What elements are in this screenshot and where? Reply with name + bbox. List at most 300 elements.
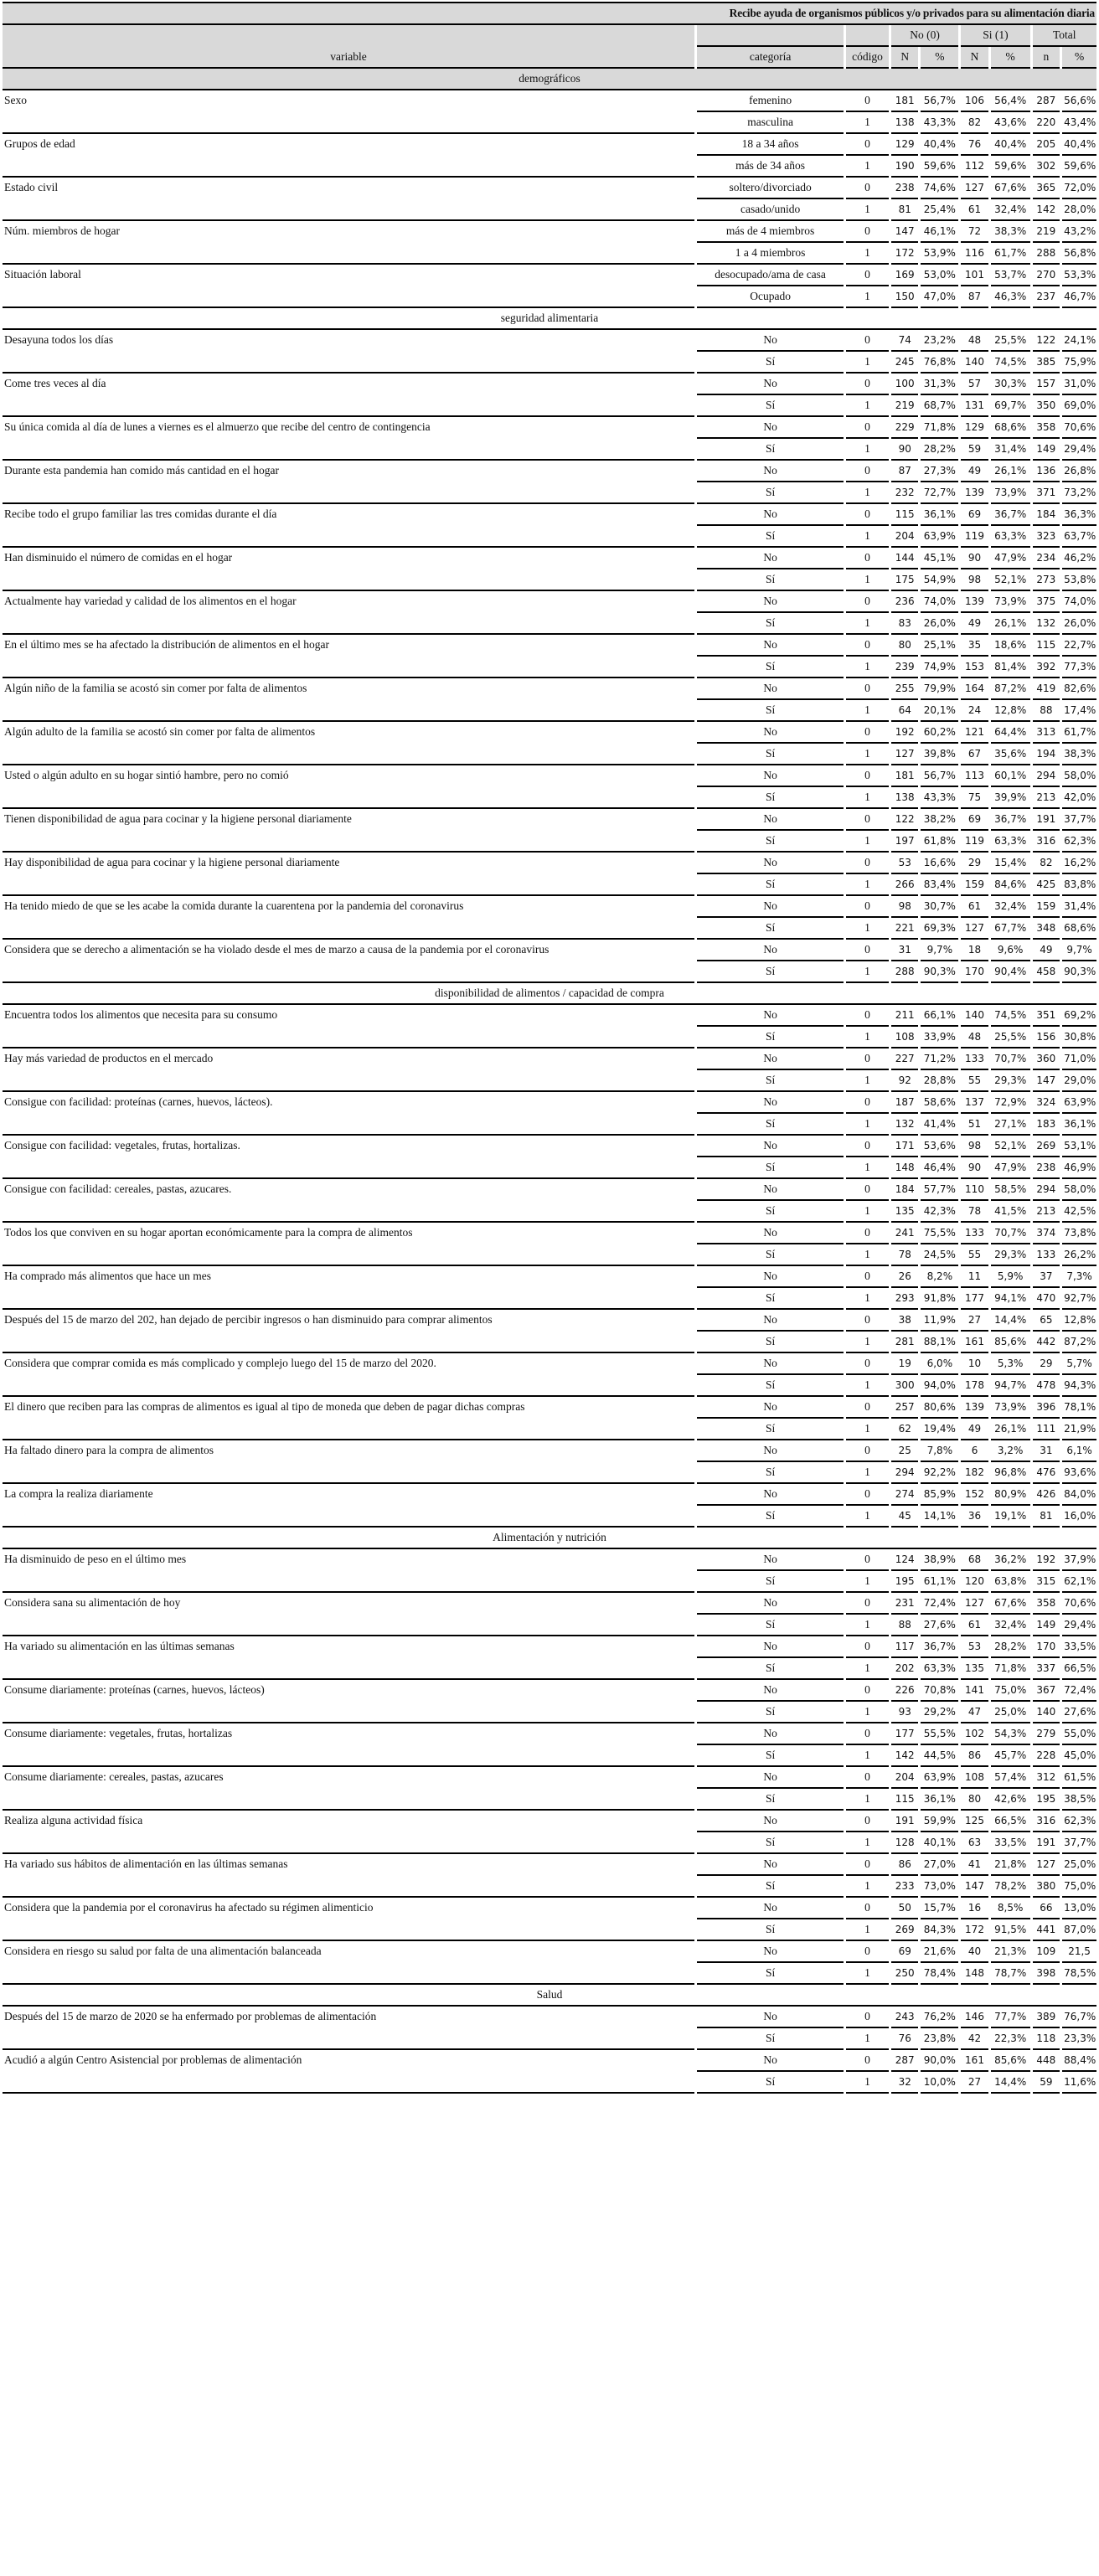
value-n-no: 226 [891, 1680, 919, 1702]
value-n-total: 88 [1033, 700, 1060, 722]
value-pct-si: 14,4% [991, 1310, 1030, 1332]
value-pct-no: 90,0% [921, 2050, 958, 2072]
value-n-no: 93 [891, 1702, 919, 1723]
variable-name: La compra la realiza diariamente [3, 1484, 694, 1528]
code: 1 [846, 1658, 889, 1680]
category: 1 a 4 miembros [697, 243, 844, 265]
value-n-total: 348 [1033, 918, 1060, 940]
table-row [3, 1593, 1096, 1615]
value-n-total: 398 [1033, 1963, 1060, 1985]
value-n-si: 98 [961, 1136, 988, 1157]
value-pct-no: 80,6% [921, 1397, 958, 1419]
value-pct-no: 90,3% [921, 961, 958, 983]
value-pct-no: 66,1% [921, 1005, 958, 1027]
value-pct-si: 52,1% [991, 569, 1030, 591]
value-pct-no: 41,4% [921, 1114, 958, 1136]
variable-name: Encuentra todos los alimentos que necesita para su consumo [3, 1005, 694, 1048]
value-pct-no: 79,9% [921, 678, 958, 700]
table-row [3, 1854, 1096, 1876]
value-n-total: 294 [1033, 765, 1060, 787]
value-n-total: 111 [1033, 1419, 1060, 1440]
value-pct-si: 40,4% [991, 134, 1030, 156]
value-pct-no: 72,4% [921, 1593, 958, 1615]
value-pct-no: 63,3% [921, 1658, 958, 1680]
value-n-total: 183 [1033, 1114, 1060, 1136]
code: 1 [846, 1571, 889, 1593]
value-pct-si: 47,9% [991, 548, 1030, 569]
value-pct-si: 52,1% [991, 1136, 1030, 1157]
value-n-total: 470 [1033, 1288, 1060, 1310]
value-pct-no: 47,0% [921, 286, 958, 308]
value-pct-no: 68,7% [921, 395, 958, 417]
value-n-total: 118 [1033, 2028, 1060, 2050]
column-header-n-total: n [1033, 47, 1060, 69]
category: Sí [697, 1114, 844, 1136]
value-n-no: 169 [891, 265, 919, 286]
category: No [697, 1854, 844, 1876]
value-pct-si: 66,5% [991, 1811, 1030, 1832]
value-n-si: 170 [961, 961, 988, 983]
value-n-no: 191 [891, 1811, 919, 1832]
code: 0 [846, 853, 889, 874]
value-pct-no: 27,3% [921, 461, 958, 482]
value-n-no: 135 [891, 1201, 919, 1223]
value-pct-total: 16,2% [1062, 853, 1096, 874]
category: Sí [697, 482, 844, 504]
category: No [697, 2050, 844, 2072]
table-row [3, 1266, 1096, 1288]
value-n-no: 239 [891, 657, 919, 678]
value-n-no: 144 [891, 548, 919, 569]
value-n-si: 140 [961, 352, 988, 374]
value-n-si: 139 [961, 591, 988, 613]
category: Sí [697, 1201, 844, 1223]
table-row [3, 1179, 1096, 1201]
value-n-total: 219 [1033, 221, 1060, 243]
value-n-no: 76 [891, 2028, 919, 2050]
value-pct-no: 78,4% [921, 1963, 958, 1985]
value-n-total: 448 [1033, 2050, 1060, 2072]
category: Sí [697, 787, 844, 809]
value-pct-total: 59,6% [1062, 156, 1096, 178]
value-pct-no: 73,0% [921, 1876, 958, 1898]
code: 0 [846, 896, 889, 918]
value-pct-total: 72,4% [1062, 1680, 1096, 1702]
value-pct-total: 93,6% [1062, 1462, 1096, 1484]
value-n-total: 324 [1033, 1092, 1060, 1114]
value-pct-si: 47,9% [991, 1157, 1030, 1179]
value-pct-total: 33,5% [1062, 1636, 1096, 1658]
value-n-total: 195 [1033, 1789, 1060, 1811]
value-pct-total: 82,6% [1062, 678, 1096, 700]
section-title: disponibilidad de alimentos / capacidad de compra [3, 983, 1096, 1005]
category: Sí [697, 1615, 844, 1636]
value-pct-total: 84,0% [1062, 1484, 1096, 1506]
value-n-si: 36 [961, 1506, 988, 1528]
value-pct-total: 21,9% [1062, 1419, 1096, 1440]
code: 1 [846, 1506, 889, 1528]
table-title-row [3, 2, 1096, 25]
value-n-no: 92 [891, 1070, 919, 1092]
value-n-no: 227 [891, 1048, 919, 1070]
code: 1 [846, 569, 889, 591]
value-pct-si: 64,4% [991, 722, 1030, 744]
value-n-total: 371 [1033, 482, 1060, 504]
category: Sí [697, 1462, 844, 1484]
table-row [3, 548, 1096, 569]
value-n-si: 48 [961, 1027, 988, 1048]
value-pct-si: 75,0% [991, 1680, 1030, 1702]
value-pct-no: 91,8% [921, 1288, 958, 1310]
value-n-si: 120 [961, 1571, 988, 1593]
value-pct-si: 84,6% [991, 874, 1030, 896]
value-n-si: 27 [961, 1310, 988, 1332]
value-n-no: 115 [891, 504, 919, 526]
value-n-no: 74 [891, 330, 919, 352]
value-pct-si: 81,4% [991, 657, 1030, 678]
value-pct-si: 94,7% [991, 1375, 1030, 1397]
value-pct-si: 3,2% [991, 1440, 1030, 1462]
value-pct-si: 42,6% [991, 1789, 1030, 1811]
value-pct-no: 56,7% [921, 90, 958, 112]
value-pct-no: 83,4% [921, 874, 958, 896]
category: Sí [697, 831, 844, 853]
category: Sí [697, 352, 844, 374]
code: 0 [846, 1440, 889, 1462]
value-pct-si: 70,7% [991, 1048, 1030, 1070]
value-n-total: 312 [1033, 1767, 1060, 1789]
value-pct-si: 15,4% [991, 853, 1030, 874]
value-pct-total: 27,6% [1062, 1702, 1096, 1723]
value-n-no: 294 [891, 1462, 919, 1484]
category: Sí [697, 1702, 844, 1723]
value-n-si: 177 [961, 1288, 988, 1310]
value-n-total: 49 [1033, 940, 1060, 961]
category: No [697, 1898, 844, 1919]
variable-name: Hay disponibilidad de agua para cocinar y la higiene personal diariamente [3, 853, 694, 896]
variable-name: Algún adulto de la familia se acostó sin comer por falta de alimentos [3, 722, 694, 765]
value-n-total: 358 [1033, 1593, 1060, 1615]
category: No [697, 417, 844, 439]
table-row [3, 1636, 1096, 1658]
value-pct-si: 35,6% [991, 744, 1030, 765]
value-n-no: 150 [891, 286, 919, 308]
variable-name: Durante esta pandemia han comido más cantidad en el hogar [3, 461, 694, 504]
value-n-si: 90 [961, 1157, 988, 1179]
value-n-si: 55 [961, 1244, 988, 1266]
value-n-no: 83 [891, 613, 919, 635]
value-n-total: 380 [1033, 1876, 1060, 1898]
value-pct-no: 46,1% [921, 221, 958, 243]
value-n-si: 141 [961, 1680, 988, 1702]
value-pct-si: 19,1% [991, 1506, 1030, 1528]
value-pct-si: 27,1% [991, 1114, 1030, 1136]
value-n-si: 161 [961, 2050, 988, 2072]
value-n-no: 238 [891, 178, 919, 199]
value-pct-total: 73,8% [1062, 1223, 1096, 1244]
value-n-si: 75 [961, 787, 988, 809]
value-n-si: 148 [961, 1963, 988, 1985]
value-n-no: 98 [891, 896, 919, 918]
value-pct-si: 26,1% [991, 613, 1030, 635]
section-title: demográficos [3, 69, 1096, 90]
value-pct-si: 56,4% [991, 90, 1030, 112]
variable-name: El dinero que reciben para las compras de alimentos es igual al tipo de moneda que deben de pagar dichas compras [3, 1397, 694, 1440]
code: 0 [846, 461, 889, 482]
value-n-no: 19 [891, 1353, 919, 1375]
category: No [697, 591, 844, 613]
value-n-si: 78 [961, 1201, 988, 1223]
value-pct-si: 36,2% [991, 1549, 1030, 1571]
group-header-total: Total [1033, 25, 1096, 47]
category: No [697, 1767, 844, 1789]
value-n-no: 122 [891, 809, 919, 831]
value-pct-no: 24,5% [921, 1244, 958, 1266]
value-pct-no: 42,3% [921, 1201, 958, 1223]
variable-name: Estado civil [3, 178, 694, 221]
category: No [697, 1353, 844, 1375]
category: Sí [697, 918, 844, 940]
value-pct-total: 63,9% [1062, 1092, 1096, 1114]
code: 0 [846, 90, 889, 112]
value-pct-no: 43,3% [921, 112, 958, 134]
value-pct-total: 88,4% [1062, 2050, 1096, 2072]
variable-name: Hay más variedad de productos en el mercado [3, 1048, 694, 1092]
value-pct-no: 61,1% [921, 1571, 958, 1593]
value-pct-total: 56,6% [1062, 90, 1096, 112]
value-n-si: 49 [961, 613, 988, 635]
value-pct-total: 68,6% [1062, 918, 1096, 940]
category: Sí [697, 961, 844, 983]
table-row [3, 635, 1096, 657]
value-pct-total: 36,1% [1062, 1114, 1096, 1136]
value-n-si: 61 [961, 1615, 988, 1636]
category: No [697, 1680, 844, 1702]
value-n-no: 53 [891, 853, 919, 874]
value-pct-total: 37,7% [1062, 809, 1096, 831]
category: Sí [697, 700, 844, 722]
category: femenino [697, 90, 844, 112]
code: 0 [846, 417, 889, 439]
value-n-total: 358 [1033, 417, 1060, 439]
code: 0 [846, 765, 889, 787]
value-n-no: 129 [891, 134, 919, 156]
code: 1 [846, 1244, 889, 1266]
value-n-si: 159 [961, 874, 988, 896]
variable-name: Desayuna todos los días [3, 330, 694, 374]
value-n-total: 237 [1033, 286, 1060, 308]
value-n-no: 233 [891, 1876, 919, 1898]
value-pct-no: 30,7% [921, 896, 958, 918]
code: 1 [846, 1789, 889, 1811]
value-n-no: 78 [891, 1244, 919, 1266]
value-n-total: 426 [1033, 1484, 1060, 1506]
value-n-total: 360 [1033, 1048, 1060, 1070]
variable-name: Ha variado su alimentación en las últimas semanas [3, 1636, 694, 1680]
value-n-no: 148 [891, 1157, 919, 1179]
value-n-total: 29 [1033, 1353, 1060, 1375]
code: 1 [846, 1963, 889, 1985]
value-n-total: 156 [1033, 1027, 1060, 1048]
value-pct-si: 12,8% [991, 700, 1030, 722]
variable-name: Consume diariamente: cereales, pastas, azucares [3, 1767, 694, 1811]
value-n-si: 110 [961, 1179, 988, 1201]
category: No [697, 1136, 844, 1157]
value-pct-total: 56,8% [1062, 243, 1096, 265]
value-n-no: 187 [891, 1092, 919, 1114]
value-pct-no: 56,7% [921, 765, 958, 787]
value-n-si: 131 [961, 395, 988, 417]
value-n-no: 243 [891, 2007, 919, 2028]
value-pct-no: 69,3% [921, 918, 958, 940]
category: soltero/divorciado [697, 178, 844, 199]
value-pct-no: 29,2% [921, 1702, 958, 1723]
value-n-no: 184 [891, 1179, 919, 1201]
column-header-codigo: código [846, 47, 889, 69]
value-pct-no: 9,7% [921, 940, 958, 961]
value-n-total: 157 [1033, 374, 1060, 395]
value-n-si: 35 [961, 635, 988, 657]
value-pct-total: 22,7% [1062, 635, 1096, 657]
code: 0 [846, 504, 889, 526]
code: 1 [846, 1332, 889, 1353]
category: No [697, 1811, 844, 1832]
category: No [697, 1005, 844, 1027]
value-pct-total: 58,0% [1062, 765, 1096, 787]
value-pct-total: 72,0% [1062, 178, 1096, 199]
variable-name: Considera sana su alimentación de hoy [3, 1593, 694, 1636]
code: 0 [846, 1767, 889, 1789]
code: 0 [846, 1048, 889, 1070]
code: 1 [846, 1702, 889, 1723]
table-row [3, 1767, 1096, 1789]
value-pct-total: 43,2% [1062, 221, 1096, 243]
value-pct-no: 75,5% [921, 1223, 958, 1244]
code: 1 [846, 439, 889, 461]
column-header-pct-si: % [991, 47, 1030, 69]
table-row [3, 591, 1096, 613]
value-n-total: 192 [1033, 1549, 1060, 1571]
value-pct-total: 38,3% [1062, 744, 1096, 765]
code: 1 [846, 526, 889, 548]
value-pct-total: 26,8% [1062, 461, 1096, 482]
category: No [697, 896, 844, 918]
value-pct-si: 29,3% [991, 1244, 1030, 1266]
value-n-total: 273 [1033, 569, 1060, 591]
value-n-no: 221 [891, 918, 919, 940]
variable-name: Después del 15 de marzo del 202, han dejado de percibir ingresos o han disminuido para comprar alimentos [3, 1310, 694, 1353]
value-n-no: 274 [891, 1484, 919, 1506]
value-n-si: 67 [961, 744, 988, 765]
category: Sí [697, 1288, 844, 1310]
value-pct-total: 61,5% [1062, 1767, 1096, 1789]
value-pct-total: 37,7% [1062, 1832, 1096, 1854]
category: desocupado/ama de casa [697, 265, 844, 286]
category: No [697, 940, 844, 961]
value-pct-si: 28,2% [991, 1636, 1030, 1658]
value-pct-total: 87,0% [1062, 1919, 1096, 1941]
value-n-si: 125 [961, 1811, 988, 1832]
value-pct-total: 28,0% [1062, 199, 1096, 221]
value-pct-total: 23,3% [1062, 2028, 1096, 2050]
code: 1 [846, 787, 889, 809]
value-pct-total: 6,1% [1062, 1440, 1096, 1462]
value-n-no: 86 [891, 1854, 919, 1876]
value-n-total: 194 [1033, 744, 1060, 765]
value-pct-si: 74,5% [991, 352, 1030, 374]
value-n-total: 205 [1033, 134, 1060, 156]
variable-name: Realiza alguna actividad física [3, 1811, 694, 1854]
table-row [3, 90, 1096, 112]
value-n-si: 133 [961, 1223, 988, 1244]
value-n-total: 288 [1033, 243, 1060, 265]
category: No [697, 1048, 844, 1070]
category: Sí [697, 657, 844, 678]
value-n-si: 182 [961, 1462, 988, 1484]
value-n-no: 257 [891, 1397, 919, 1419]
value-pct-total: 31,4% [1062, 896, 1096, 918]
value-n-si: 119 [961, 526, 988, 548]
value-pct-total: 26,2% [1062, 1244, 1096, 1266]
category: No [697, 2007, 844, 2028]
value-n-total: 313 [1033, 722, 1060, 744]
section-header-row [3, 69, 1096, 90]
category: Sí [697, 569, 844, 591]
value-pct-si: 22,3% [991, 2028, 1030, 2050]
code: 0 [846, 1266, 889, 1288]
value-n-total: 315 [1033, 1571, 1060, 1593]
value-pct-no: 74,9% [921, 657, 958, 678]
code: 1 [846, 2072, 889, 2094]
value-n-total: 294 [1033, 1179, 1060, 1201]
value-n-total: 213 [1033, 787, 1060, 809]
value-pct-total: 78,1% [1062, 1397, 1096, 1419]
value-pct-total: 69,0% [1062, 395, 1096, 417]
value-pct-si: 26,1% [991, 1419, 1030, 1440]
value-pct-no: 46,4% [921, 1157, 958, 1179]
value-pct-si: 21,8% [991, 1854, 1030, 1876]
code: 0 [846, 2007, 889, 2028]
value-n-total: 220 [1033, 112, 1060, 134]
category: Sí [697, 1789, 844, 1811]
table-title: Recibe ayuda de organismos públicos y/o privados para su alimentación diaria [3, 2, 1096, 25]
variable-name: Han disminuido el número de comidas en el hogar [3, 548, 694, 591]
category: casado/unido [697, 199, 844, 221]
value-n-si: 40 [961, 1941, 988, 1963]
code: 0 [846, 1854, 889, 1876]
variable-name: Consigue con facilidad: cereales, pastas, azucares. [3, 1179, 694, 1223]
value-n-total: 425 [1033, 874, 1060, 896]
value-pct-no: 16,6% [921, 853, 958, 874]
value-n-si: 147 [961, 1876, 988, 1898]
value-pct-si: 58,5% [991, 1179, 1030, 1201]
value-pct-si: 31,4% [991, 439, 1030, 461]
value-n-total: 419 [1033, 678, 1060, 700]
value-pct-total: 29,4% [1062, 1615, 1096, 1636]
table-row [3, 1941, 1096, 1963]
value-n-no: 181 [891, 90, 919, 112]
value-pct-total: 55,0% [1062, 1723, 1096, 1745]
value-n-no: 69 [891, 1941, 919, 1963]
value-n-no: 80 [891, 635, 919, 657]
value-n-total: 81 [1033, 1506, 1060, 1528]
category: 18 a 34 años [697, 134, 844, 156]
value-pct-si: 63,8% [991, 1571, 1030, 1593]
code: 1 [846, 286, 889, 308]
value-pct-total: 7,3% [1062, 1266, 1096, 1288]
category: No [697, 1941, 844, 1963]
value-pct-no: 58,6% [921, 1092, 958, 1114]
